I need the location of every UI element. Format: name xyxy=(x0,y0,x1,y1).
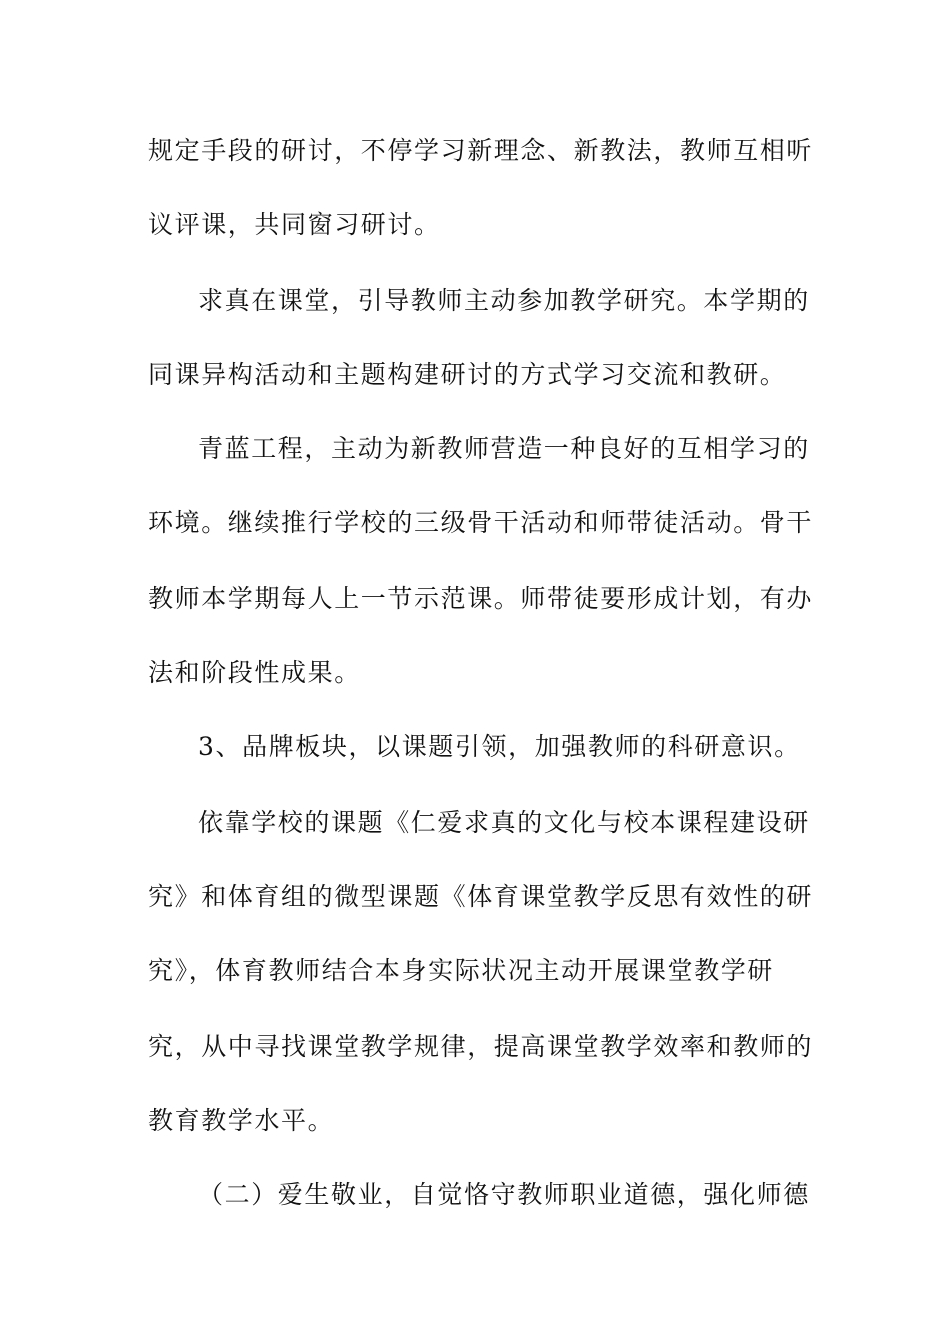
text-line: 同课异构活动和主题构建研讨的方式学习交流和教研。 xyxy=(148,360,787,389)
text-line: 环境。继续推行学校的三级骨干活动和师带徒活动。骨干 xyxy=(148,508,814,537)
text-line: 教师本学期每人上一节示范课。师带徒要形成计划，有办 xyxy=(148,584,814,613)
paragraph-start-line: 依靠学校的课题《仁爱求真的文化与校本课程建设研 xyxy=(198,808,810,837)
text-line: 法和阶段性成果。 xyxy=(148,658,361,687)
text-line: 究，从中寻找课堂教学规律，提高课堂教学效率和教师的 xyxy=(148,1032,814,1061)
text-line: 究》，体育教师结合本身实际状况主动开展课堂教学研 xyxy=(148,956,774,985)
section-heading-line: 3、品牌板块，以课题引领，加强教师的科研意识。 xyxy=(198,732,801,761)
paragraph-start-line: 青蓝工程，主动为新教师营造一种良好的互相学习的 xyxy=(198,434,810,463)
text-line: 规定手段的研讨，不停学习新理念、新教法，教师互相听 xyxy=(148,136,814,165)
section-heading-line: （二）爱生敬业，自觉恪守教师职业道德，强化师德 xyxy=(198,1180,810,1209)
text-line: 究》和体育组的微型课题《体育课堂教学反思有效性的研 xyxy=(148,882,814,911)
text-line: 议评课，共同窗习研讨。 xyxy=(148,210,441,239)
paragraph-start-line: 求真在课堂，引导教师主动参加教学研究。本学期的 xyxy=(198,286,810,315)
text-line: 教育教学水平。 xyxy=(148,1106,335,1135)
